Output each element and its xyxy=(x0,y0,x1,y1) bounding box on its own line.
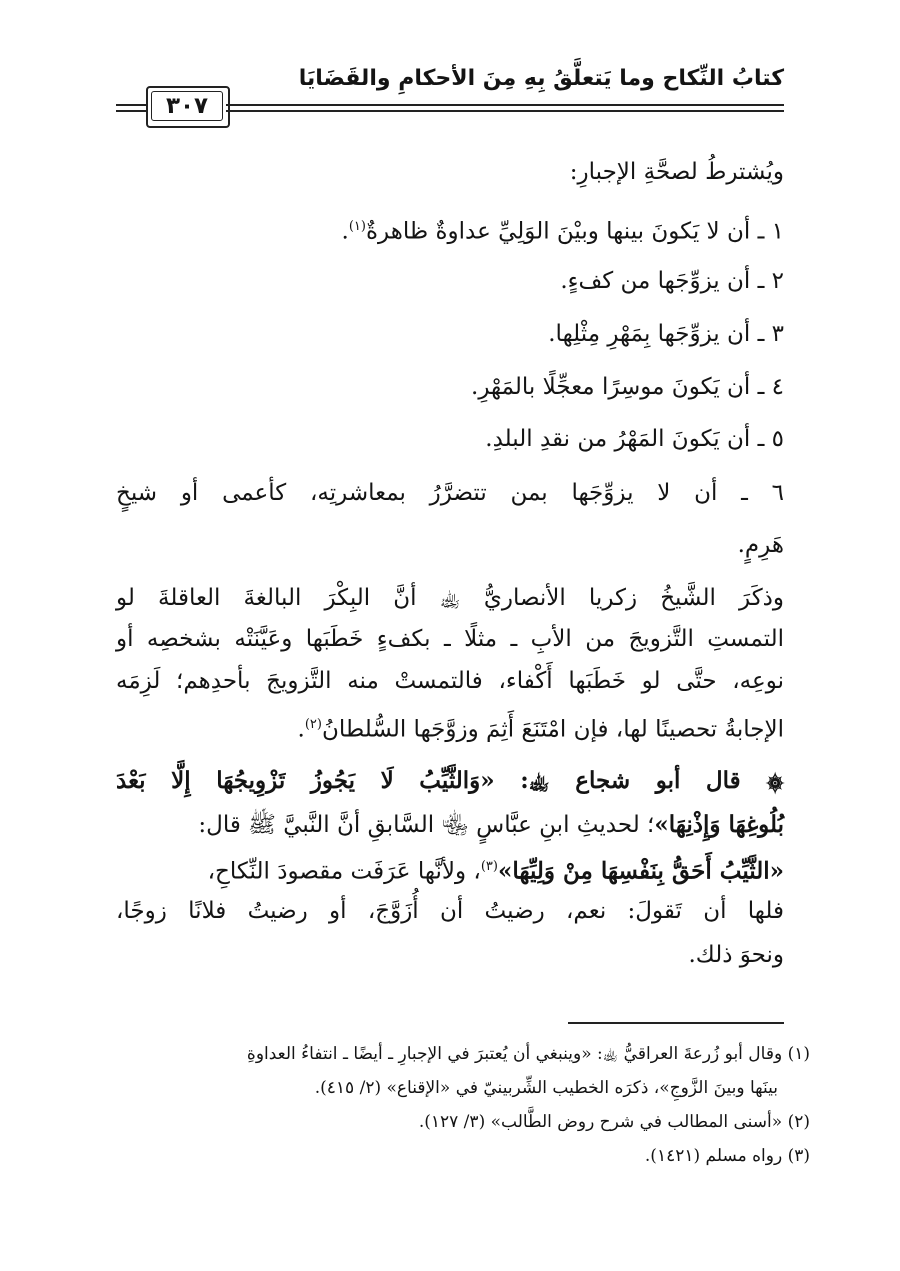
paragraph-1-line-4-text: الإجابةُ تحصينًا لها، فإن امْتَنَعَ أَثِمَ وزوَّجَها السُّلطانُ xyxy=(321,716,784,743)
paragraph-2-line-3 xyxy=(208,852,784,887)
conditions-intro: ويُشترطُ لصحَّةِ الإجبارِ: xyxy=(569,159,784,185)
condition-4: ٤ ـ أن يَكونَ موسِرًا معجِّلًا بالمَهْرِ. xyxy=(471,374,784,400)
condition-6-line-1: ٦ ـ أن لا يزوِّجَها بمن تتضرَّرُ بمعاشرتِه، كأعمى أو شيخٍ xyxy=(116,480,784,506)
abu-shuja-quote-1: ۞ قال أبو شجاع ﵀: «وَالثَّيِّبُ لَا يَجُوزُ تَزْوِيجُهَا إِلَّا بَعْدَ xyxy=(116,767,784,794)
paragraph-2-line-4: فلها أن تَقولَ: نعم، رضيتُ أن أُزَوَّجَ، أو رضيتُ فلانًا زوجًا، xyxy=(116,898,784,924)
paragraph-2-line-5: ونحوَ ذلك. xyxy=(688,942,784,968)
footnote-1-line-2: بينَها وبينَ الزَّوجِ»، ذكرَه الخطيب الشِّربينيّ في «الإقناع» (٢/ ٤١٥). xyxy=(314,1078,778,1098)
condition-3: ٣ ـ أن يزوِّجَها بِمَهْرِ مِثْلِها. xyxy=(548,321,784,347)
paragraph-2-line-2 xyxy=(198,810,784,840)
paragraph-2-line-3-text: ، ولأنَّها عَرَفَت مقصودَ النِّكاحِ، xyxy=(207,858,481,885)
header-rule-right-2 xyxy=(226,110,784,112)
paragraph-1-line-1: وذكَرَ الشَّيخُ زكريا الأنصاريُّ ﵀ أنَّ البِكْرَ البالغةَ العاقلةَ لو xyxy=(116,585,784,611)
header-rule-left-2 xyxy=(116,110,146,112)
footnote-1-line-1: (١) وقال أبو زُرعةَ العراقيُّ ﵀: «وينبغي أن يُعتبرَ في الإجبارِ ـ أيضًا ـ انتفاءُ العداوةِ xyxy=(246,1044,810,1064)
footnote-3: (٣) رواه مسلم (١٤٢١). xyxy=(644,1146,810,1166)
running-header-title: كتابُ النِّكاح وما يَتعلَّقُ بِهِ مِنَ الأحكامِ والقَضَايَا xyxy=(298,66,784,91)
header-rule-left xyxy=(116,104,146,106)
page-number: ٣٠٧ xyxy=(151,91,223,121)
condition-5: ٥ ـ أن يَكونَ المَهْرُ من نقدِ البلدِ. xyxy=(485,426,784,452)
paragraph-1-line-3: نوعِه، حتَّى لو خَطَبَها أَكْفاء، فالتمستْ منه التَّزويجَ بأحدِهم؛ لَزِمَه xyxy=(116,668,784,694)
condition-1 xyxy=(342,212,784,247)
condition-2: ٢ ـ أن يزوِّجَها من كفءٍ. xyxy=(560,268,784,294)
paragraph-1-line-4 xyxy=(298,710,785,745)
hadith-quote: «الثَّيِّبُ أَحَقُّ بِنَفْسِهَا مِنْ وَلِيِّهَا» xyxy=(497,857,784,885)
paragraph-1-line-2: التمستِ التَّزويجَ من الأبِ ـ مثلًا ـ بكفءٍ خَطَبَها وعَيَّنَتْه بشخصِه أو xyxy=(116,626,784,652)
footnote-separator xyxy=(568,1022,784,1024)
header-rule-right xyxy=(226,104,784,106)
footnote-ref-2: (٢) xyxy=(304,717,322,732)
paragraph-2-line-1 xyxy=(116,766,784,796)
footnote-2: (٢) «أسنى المطالب في شرح روض الطَّالب» (٣/ ١٢٧). xyxy=(418,1112,810,1132)
footnote-ref-3: (٣) xyxy=(480,859,498,874)
condition-1-end: . xyxy=(341,218,349,245)
paragraph-1-line-4-end: . xyxy=(297,716,305,743)
paragraph-2-line-2-text: ؛ لحديثِ ابنِ عبَّاسٍ ﵄ السَّابقِ أنَّ النَّبيَّ ﷺ قال: xyxy=(198,812,655,838)
abu-shuja-quote-2: بُلُوغِهَا وَإِذْنِهَا» xyxy=(654,811,784,838)
footnote-ref-1: (١) xyxy=(348,219,366,234)
condition-1-text: ١ ـ أن لا يَكونَ بينها وبيْنَ الوَلِيِّ عداوةٌ ظاهرةٌ xyxy=(365,218,784,245)
condition-6-line-2: هَرِمٍ. xyxy=(737,532,784,558)
